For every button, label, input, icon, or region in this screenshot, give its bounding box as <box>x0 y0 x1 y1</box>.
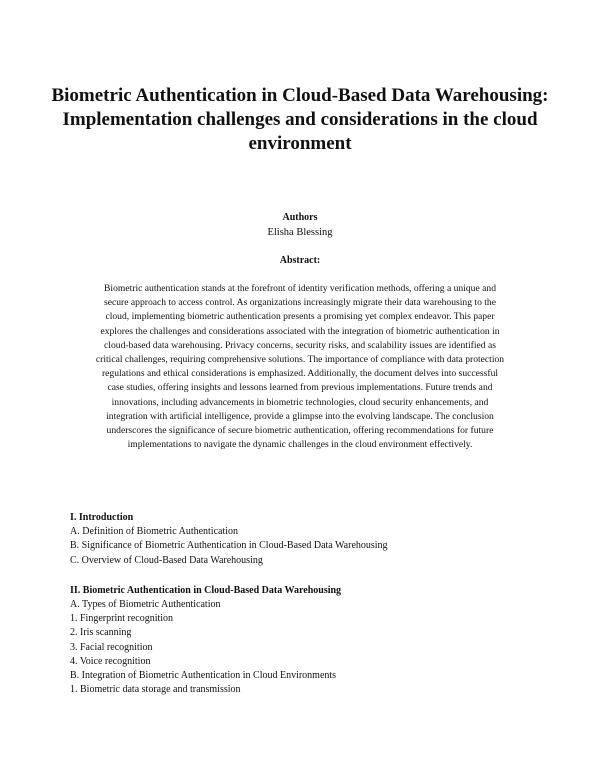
outline-section-introduction <box>70 511 540 568</box>
outline-item: C. Overview of Cloud-Based Data Warehousing <box>70 554 263 566</box>
author-name: Elisha Blessing <box>267 227 333 238</box>
abstract-line: cloud-based data warehousing. Privacy concerns, security risks, and scalability issues are identified as <box>104 339 496 351</box>
title-line: Implementation challenges and considerations in the cloud <box>62 109 538 130</box>
outline-item: B. Significance of Biometric Authentication in Cloud-Based Data Warehousing <box>70 540 388 552</box>
outline-item: 2. Iris scanning <box>70 627 132 639</box>
abstract-line: underscores the significance of secure biometric authentication, offering recommendations for future <box>106 425 494 437</box>
abstract-line: innovations, including advancements in biometric technologies, cloud security enhancements, and <box>111 396 489 408</box>
title-line: environment <box>248 133 352 154</box>
abstract-line: secure approach to access control. As organizations increasingly migrate their data warehousing to the <box>104 297 496 309</box>
abstract-line: Biometric authentication stands at the forefront of identity verification methods, offering a unique and <box>104 283 496 294</box>
authors-label: Authors <box>282 212 318 223</box>
outline-item: 3. Facial recognition <box>70 641 153 653</box>
outline-item: A. Types of Biometric Authentication <box>70 599 221 611</box>
section-heading: I. Introduction <box>70 512 134 523</box>
abstract-line: integration with artificial intelligence, provide a glimpse into the evolving landscape. The conclusion <box>106 410 494 422</box>
abstract-label: Abstract: <box>279 255 321 266</box>
outline <box>70 511 540 713</box>
abstract-line: case studies, offering insights and lessons learned from previous implementations. Future trends and <box>107 382 493 394</box>
abstract-line: explores the challenges and considerations associated with the integration of biometric authentication in <box>100 325 500 337</box>
outline-item: 1. Fingerprint recognition <box>70 613 174 625</box>
outline-item: 1. Biometric data storage and transmission <box>70 684 241 696</box>
abstract-line: implementations to navigate the dynamic challenges in the cloud environment effectively. <box>127 439 473 451</box>
outline-section-biometric-auth <box>70 584 540 698</box>
outline-item: B. Integration of Biometric Authentication in Cloud Environments <box>70 670 337 682</box>
paper-title <box>50 84 550 156</box>
section-heading: II. Biometric Authentication in Cloud-Based Data Warehousing <box>70 584 342 596</box>
abstract-line: regulations and ethical considerations is emphasized. Additionally, the document delves into successful <box>101 368 499 380</box>
abstract-line: cloud, implementing biometric authentication presents a promising yet complex endeavor. This paper <box>105 311 495 323</box>
title-line: Biometric Authentication in Cloud-Based Data Warehousing: <box>51 85 549 106</box>
abstract-body <box>70 282 530 452</box>
outline-item: 4. Voice recognition <box>70 655 151 667</box>
abstract-line: critical challenges, requiring comprehensive solutions. The importance of compliance with data protection <box>95 354 505 366</box>
outline-item: A. Definition of Biometric Authentication <box>70 526 239 538</box>
